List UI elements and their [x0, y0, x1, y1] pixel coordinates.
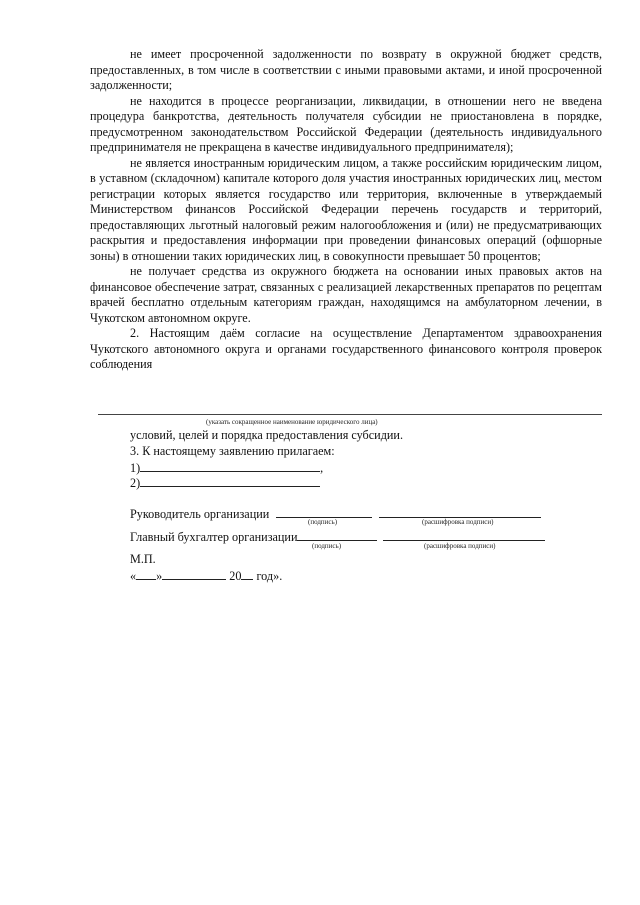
- attachment-field-2[interactable]: [140, 474, 320, 487]
- attachment-item-2: [130, 474, 320, 492]
- accountant-signature-field[interactable]: [297, 528, 377, 541]
- paragraph-consent: 2. Настоящим даём согласие на осуществление Департаментом здравоохранения Чукотского автономного округа и органами государственного финансового контроля проверок соблюдения: [90, 326, 602, 371]
- date-month-field[interactable]: [162, 567, 226, 580]
- date-year-suffix: год».: [256, 569, 283, 583]
- attachments-heading: 3. К настоящему заявлению прилагаем:: [130, 444, 335, 458]
- date-open-quote: «: [130, 569, 137, 583]
- main-text: [90, 47, 602, 373]
- stamp-label: М.П.: [130, 552, 156, 566]
- date-year-field[interactable]: [241, 567, 253, 580]
- attachment-comma: ,: [320, 461, 324, 475]
- paragraph-no-other-funds: не получает средства из окружного бюджета на основании иных правовых актов на финансовое обеспечение затрат, связанных с реализацией лекарственных препаратов по рецептам врачей бесплатно отдельным категориям граждан, находящимся на амбулаторном лечении, в Чукотском автономном округе.: [90, 264, 602, 325]
- date-line: [130, 567, 282, 585]
- accountant-signature-caption: (подпись): [312, 542, 342, 550]
- org-name-caption: (указать сокращенное наименование юридического лица): [206, 418, 378, 426]
- attachment-number-1: 1): [130, 461, 141, 475]
- paragraph-no-debt: не имеет просроченной задолженности по возврату в окружной бюджет средств, предоставленных, в том числе в соответствии с иными правовыми актами, и иной просроченной задолженности;: [90, 47, 602, 92]
- org-name-line[interactable]: [98, 414, 602, 415]
- attachment-number-2: 2): [130, 476, 141, 490]
- accountant-decoding-field[interactable]: [383, 528, 545, 541]
- paragraph-not-foreign: не является иностранным юридическим лицом, а также российским юридическим лицом, в уставном (складочном) капитале которого доля участия иностранных юридических лиц, местом регистрации которых является государство или территория, включенные в утверждаемый Министерством финансов Российской Федерации перечень государств и территорий, предоставляющих льготный налоговый режим налогообложения и (или) не предусматривающих раскрытия и предоставления информации при проведении финансовых операций (офшорные зоны) в отношении таких юридических лиц, в совокупности превышает 50 процентов;: [90, 155, 602, 263]
- head-label: Руководитель организации: [130, 507, 270, 521]
- conditions-text: условий, целей и порядка предоставления субсидии.: [130, 428, 403, 442]
- accountant-label: Главный бухгалтер организации: [130, 530, 298, 544]
- date-year-prefix: 20: [229, 569, 242, 583]
- date-day-field[interactable]: [136, 567, 156, 580]
- attachment-field-1[interactable]: [140, 459, 320, 472]
- paragraph-no-reorganization: не находится в процессе реорганизации, ликвидации, в отношении него не введена процедура банкротства, деятельность получателя субсидии не приостановлена в порядке, предусмотренном законодательством Российской Федерации (деятельность индивидуального предпринимателя не прекращена в качестве индивидуального предпринимателя);: [90, 93, 602, 154]
- head-signature-caption: (подпись): [308, 518, 338, 526]
- head-signature-field[interactable]: [276, 505, 372, 518]
- date-close-quote: »: [156, 569, 163, 583]
- accountant-decoding-caption: (расшифровка подписи): [424, 542, 496, 550]
- head-decoding-field[interactable]: [379, 505, 541, 518]
- head-decoding-caption: (расшифровка подписи): [422, 518, 494, 526]
